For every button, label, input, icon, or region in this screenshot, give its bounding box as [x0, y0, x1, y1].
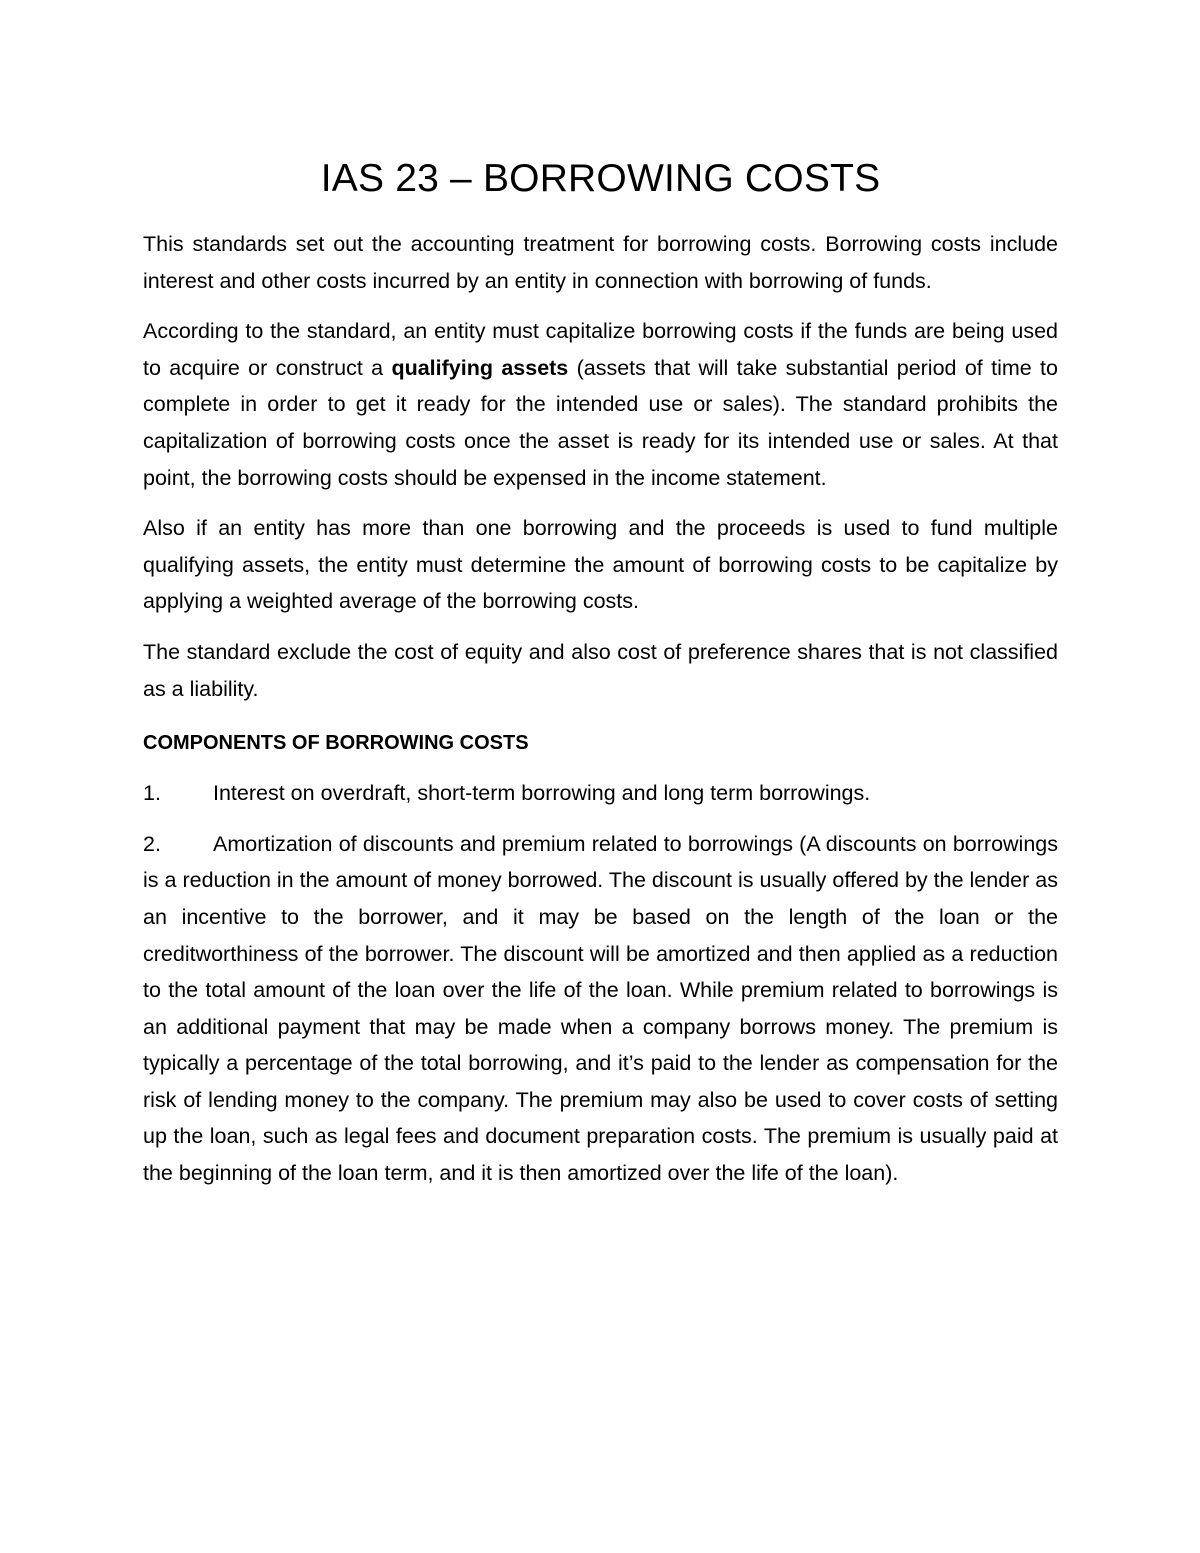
qualifying-assets-term: qualifying assets: [391, 355, 569, 380]
component-number: 2.: [143, 831, 161, 856]
paragraph-exclusions: The standard exclude the cost of equity and also cost of preference shares that is not classified as a liability.: [143, 639, 1058, 701]
component-text: Amortization of discounts and premium related to borrowings (A discounts on borrowings is a reduction in the amount of money borrowed. The discount is usually offered by the lender as an incentive to the borrower, and it may be based on the length of the loan or the creditworthiness of the borrower. The discount will be amortized and then applied as a reduction to the total amount of the loan over the life of the loan. While premium related to borrowings is an additional payment that may be made when a company borrows money. The premium is typically a percentage of the total borrowing, and it’s paid to the lender as compensation for the risk of lending money to the company. The premium may also be used to cover costs of setting up the loan, such as legal fees and document preparation costs. The premium is usually paid at the beginning of the loan term, and it is then amortized over the life of the loan).: [143, 831, 1058, 1186]
paragraph-weighted-average: Also if an entity has more than one borrowing and the proceeds is used to fund multiple qualifying assets, the entity must determine the amount of borrowing costs to be capitalize by applying a weighted average of the borrowing costs.: [143, 516, 1058, 614]
document-title: IAS 23 – BORROWING COSTS: [320, 157, 881, 200]
document-content: [143, 150, 1058, 1206]
component-item-amortization: [143, 826, 1058, 1192]
component-item-interest: [143, 775, 1058, 812]
component-text: Interest on overdraft, short-term borrowing and long term borrowings.: [213, 781, 871, 806]
component-number: 1.: [143, 781, 161, 806]
components-heading: COMPONENTS OF BORROWING COSTS: [143, 732, 529, 755]
paragraph-capitalization-text-before: According to the standard, an entity must capitalize borrowing costs if the funds are being used to acquire or construct a: [143, 319, 1058, 380]
paragraph-intro: This standards set out the accounting treatment for borrowing costs. Borrowing costs include interest and other costs incurred by an entity in connection with borrowing of funds.: [143, 232, 1058, 293]
paragraph-capitalization: [143, 313, 1058, 496]
paragraph-capitalization-text-after: (assets that will take substantial period of time to complete in order to get it ready for the intended use or sales). The standard prohibits the capitalization of borrowing costs once the asset is ready for its intended use or sales. At that point, the borrowing costs should be expensed in the income statement.: [143, 355, 1058, 490]
